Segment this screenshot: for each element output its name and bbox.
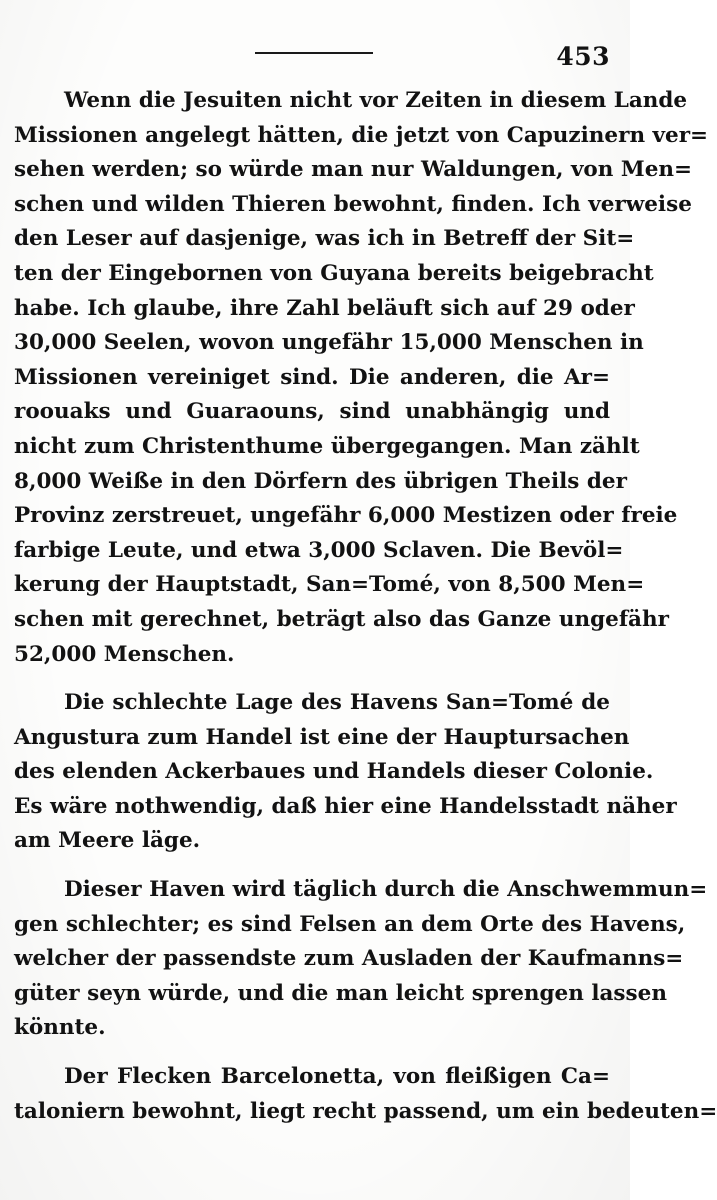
text-line: Es wäre nothwendig, daß hier eine Handelsstadt näher: [14, 793, 677, 819]
text-line: sehen werden; so würde man nur Waldungen, von Men=: [14, 157, 693, 183]
text-line: Missionen angelegt hätten, die jetzt von Capuzinern ver=: [14, 122, 709, 148]
paragraph-4: [14, 1060, 717, 1129]
text-line: ten der Eingebornen von Guyana bereits beigebracht: [14, 260, 654, 286]
paragraph-spacer: [14, 672, 610, 686]
text-line: Missionen vereiniget sind. Die anderen, die Ar=: [14, 364, 610, 390]
text-line: Der Flecken Barcelonetta, von fleißigen Ca=: [64, 1064, 610, 1090]
paragraph-spacer: [14, 1046, 610, 1060]
text-line: taloniern bewohnt, liegt recht passend, um ein bedeuten=: [14, 1098, 717, 1124]
text-line: Wenn die Jesuiten nicht vor Zeiten in diesem Lande: [64, 88, 688, 113]
text-line: gen schlechter; es sind Felsen an dem Orte des Havens,: [14, 911, 686, 937]
text-line: farbige Leute, und etwa 3,000 Sclaven. Die Bevöl=: [14, 537, 624, 563]
text-line: 30,000 Seelen, wovon ungefähr 15,000 Menschen in: [14, 330, 644, 356]
text-line: am Meere läge.: [14, 828, 201, 854]
text-line: den Leser auf dasjenige, was ich in Betreff der Sit=: [14, 226, 635, 252]
text-line: könnte.: [14, 1015, 106, 1041]
text-line: habe. Ich glaube, ihre Zahl beläuft sich auf 29 oder: [14, 295, 635, 321]
body-text: [14, 84, 717, 1129]
text-line: Provinz zerstreuet, ungefähr 6,000 Mestizen oder freie: [14, 503, 678, 529]
paragraph-2: [14, 686, 677, 859]
text-line: welcher der passendste zum Ausladen der Kaufmanns=: [14, 946, 684, 972]
text-line: des elenden Ackerbaues und Handels dieser Colonie.: [14, 759, 654, 785]
paragraph-spacer: [14, 859, 610, 873]
text-line: roouaks und Guaraouns, sind unabhängig und: [14, 399, 610, 425]
page-number: 453: [556, 42, 610, 71]
text-line: schen und wilden Thieren bewohnt, finden. Ich verweise: [14, 191, 692, 217]
text-line: Die schlechte Lage des Havens San=Tomé de: [64, 690, 610, 716]
text-line: güter seyn würde, und die man leicht sprengen lassen: [14, 980, 667, 1006]
text-line: Angustura zum Handel ist eine der Hauptursachen: [14, 724, 630, 750]
text-line: 8,000 Weiße in den Dörfern des übrigen Theils der: [14, 468, 627, 494]
text-line: nicht zum Christenthume übergegangen. Man zählt: [14, 433, 640, 459]
text-line: Dieser Haven wird täglich durch die Anschwemmun=: [64, 877, 708, 903]
text-line: schen mit gerechnet, beträgt also das Ganze ungefähr: [14, 606, 669, 632]
paragraph-3: [14, 873, 708, 1046]
text-line: 52,000 Menschen.: [14, 641, 235, 667]
text-line: kerung der Hauptstadt, San=Tomé, von 8,500 Men=: [14, 572, 645, 598]
header-rule: [255, 52, 373, 54]
paragraph-1: [14, 84, 709, 672]
